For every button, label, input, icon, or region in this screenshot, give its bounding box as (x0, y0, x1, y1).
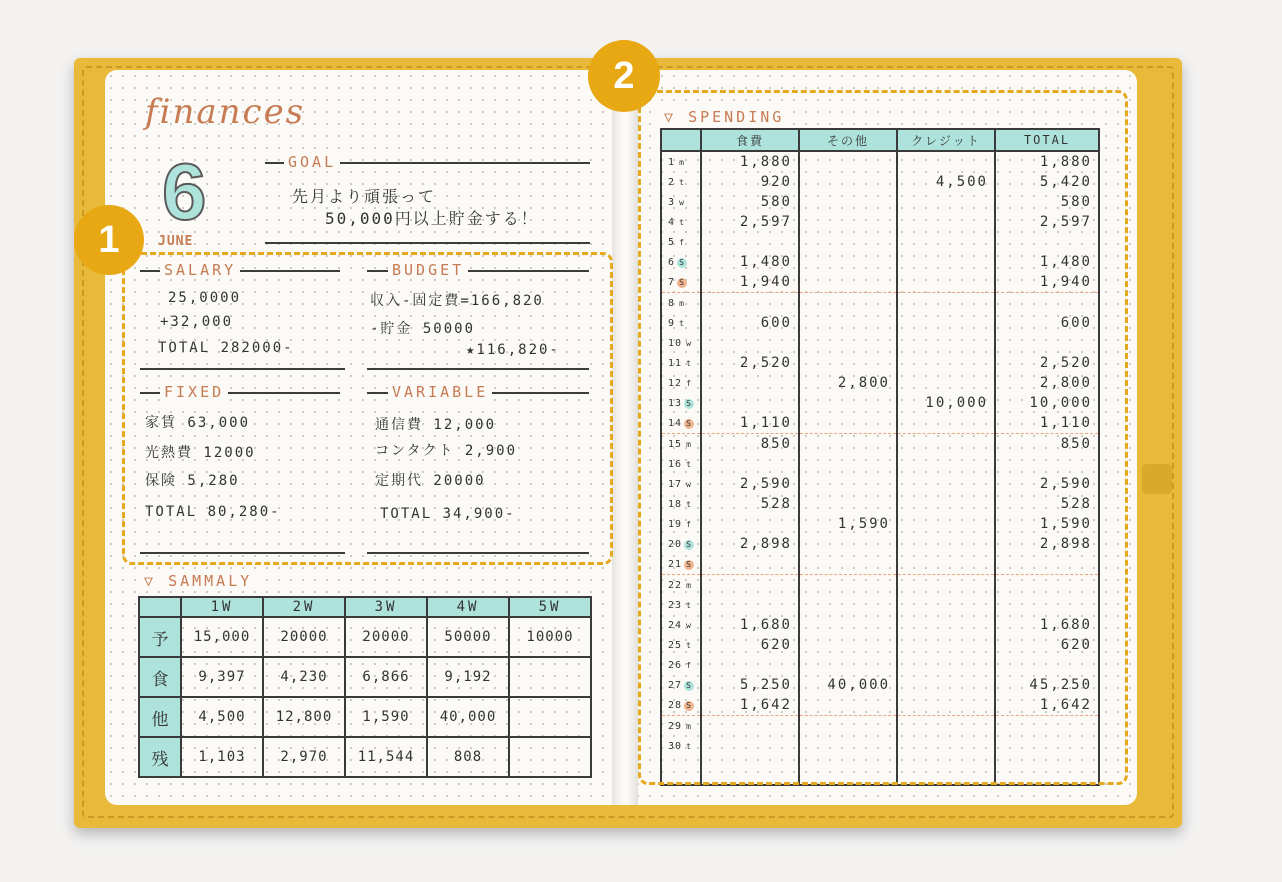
summary-cell: 1,590 (345, 697, 427, 737)
summary-row-label: 予 (139, 617, 181, 657)
day-number: 14 (668, 417, 683, 429)
budget-header: BUDGET (388, 261, 468, 279)
day-number: 18 (668, 498, 683, 510)
weekday-letter: m (679, 298, 685, 308)
spending-credit-cell: 4,500 (897, 172, 995, 192)
day-number: 28 (668, 699, 683, 711)
spending-total-cell: 1,642 (995, 695, 1099, 716)
weekday-letter: t (686, 358, 692, 368)
page-gutter (612, 70, 638, 805)
budget-line-2: -貯金 50000 (370, 321, 476, 337)
spending-col-other: その他 (799, 129, 897, 151)
summary-header-row (139, 597, 591, 617)
spending-food-cell: 2,590 (701, 474, 799, 494)
spending-food-cell: 1,880 (701, 151, 799, 172)
spending-header: ▽ SPENDING (660, 108, 788, 126)
day-number: 6 (668, 256, 676, 268)
day-number: 19 (668, 518, 683, 530)
summary-row-label: 食 (139, 657, 181, 697)
weekday-letter: S (677, 258, 687, 268)
summary-row (139, 697, 591, 737)
summary-table (138, 596, 592, 778)
spending-other-cell: 1,590 (799, 514, 897, 534)
weekday-letter: t (679, 217, 685, 227)
weekday-letter: t (686, 741, 692, 751)
summary-cell: 9,192 (427, 657, 509, 697)
day-number: 27 (668, 679, 683, 691)
summary-cell: 1,103 (181, 737, 263, 777)
spending-total-cell: 2,800 (995, 373, 1099, 393)
spending-total-cell: 528 (995, 494, 1099, 514)
summary-row-label: 他 (139, 697, 181, 737)
spending-food-cell: 1,642 (701, 695, 799, 716)
finances-title: finances (145, 92, 306, 132)
summary-row (139, 617, 591, 657)
fixed-line-3: 保険 5,280 (145, 473, 240, 489)
goal-line-1: 先月より頑張って (292, 187, 437, 206)
fixed-header: FIXED (160, 383, 228, 401)
summary-cell: 12,800 (263, 697, 345, 737)
spending-other-cell: 40,000 (799, 675, 897, 695)
summary-cell: 4,230 (263, 657, 345, 697)
variable-line-1: 通信費 12,000 (375, 417, 497, 433)
badge-2: 2 (588, 40, 660, 112)
weekday-letter: S (684, 419, 694, 429)
summary-row (139, 657, 591, 697)
summary-cell: 9,397 (181, 657, 263, 697)
spending-food-cell: 1,480 (701, 252, 799, 272)
spending-total-cell: 2,590 (995, 474, 1099, 494)
summary-row-label: 残 (139, 737, 181, 777)
spending-food-cell: 850 (701, 434, 799, 455)
spending-food-cell: 2,520 (701, 353, 799, 373)
day-number: 21 (668, 558, 683, 570)
spending-food-cell: 1,680 (701, 615, 799, 635)
fixed-total: TOTAL 80,280- (145, 504, 281, 520)
day-number: 30 (668, 740, 683, 752)
weekday-letter: f (686, 378, 692, 388)
day-number: 3 (668, 196, 676, 208)
spending-total-cell: 10,000 (995, 393, 1099, 413)
weekday-letter: f (686, 519, 692, 529)
weekday-letter: S (684, 560, 694, 570)
day-number: 29 (668, 720, 683, 732)
budget-result: ★116,820- (466, 342, 560, 358)
day-number: 7 (668, 276, 676, 288)
summary-cell: 40,000 (427, 697, 509, 737)
spending-food-cell: 600 (701, 313, 799, 333)
budget-line-1: 収入-固定費=166,820 (370, 293, 544, 309)
spending-total-cell: 580 (995, 192, 1099, 212)
summary-cell: 10000 (509, 617, 591, 657)
day-number: 4 (668, 216, 676, 228)
highlight-box-2 (638, 90, 1128, 785)
weekday-letter: w (686, 338, 692, 348)
weekday-letter: t (679, 318, 685, 328)
spending-total-cell: 620 (995, 635, 1099, 655)
summary-cell: 808 (427, 737, 509, 777)
spending-total-cell: 1,940 (995, 272, 1099, 293)
spending-total-cell: 45,250 (995, 675, 1099, 695)
day-number: 22 (668, 579, 683, 591)
weekday-letter: t (686, 600, 692, 610)
day-number: 9 (668, 317, 676, 329)
spending-food-cell: 620 (701, 635, 799, 655)
day-number: 24 (668, 619, 683, 631)
day-number: 2 (668, 176, 676, 188)
spending-other-cell: 2,800 (799, 373, 897, 393)
spending-food-cell: 528 (701, 494, 799, 514)
weekday-letter: m (686, 580, 692, 590)
weekday-letter: S (684, 399, 694, 409)
spending-col-credit: クレジット (897, 129, 995, 151)
day-number: 25 (668, 639, 683, 651)
spending-food-cell: 2,597 (701, 212, 799, 232)
summary-cell: 15,000 (181, 617, 263, 657)
spending-total-cell: 1,110 (995, 413, 1099, 434)
spending-food-cell: 1,110 (701, 413, 799, 434)
weekday-letter: t (679, 177, 685, 187)
spending-food-cell: 580 (701, 192, 799, 212)
day-number: 20 (668, 538, 683, 550)
spending-total-cell: 1,590 (995, 514, 1099, 534)
day-number: 12 (668, 377, 683, 389)
band-clasp (1142, 464, 1172, 494)
spending-food-cell: 920 (701, 172, 799, 192)
summary-cell (509, 737, 591, 777)
spending-food-cell: 1,940 (701, 272, 799, 293)
summary-cell (509, 697, 591, 737)
day-number: 5 (668, 236, 676, 248)
summary-col: 1W (181, 597, 263, 617)
weekday-letter: f (679, 237, 685, 247)
salary-line-2: +32,000 (160, 314, 234, 330)
spending-total-cell: 2,597 (995, 212, 1099, 232)
spending-total-cell: 600 (995, 313, 1099, 333)
goal-underline (265, 242, 590, 244)
day-number: 23 (668, 599, 683, 611)
spending-total-cell: 1,480 (995, 252, 1099, 272)
variable-header: VARIABLE (388, 383, 492, 401)
weekday-letter: t (686, 459, 692, 469)
fixed-line-2: 光熱費 12000 (145, 445, 256, 461)
variable-line-3: 定期代 20000 (375, 473, 486, 489)
weekday-letter: f (686, 660, 692, 670)
day-number: 15 (668, 438, 683, 450)
day-number: 13 (668, 397, 683, 409)
goal-line-2: 50,000円以上貯金する！ (325, 209, 539, 228)
weekday-letter: m (686, 439, 692, 449)
weekday-letter: t (686, 499, 692, 509)
weekday-letter: S (684, 701, 694, 711)
weekday-letter: S (684, 681, 694, 691)
spending-col-food: 食費 (701, 129, 799, 151)
variable-total: TOTAL 34,900- (380, 506, 516, 522)
month-name: JUNE (158, 234, 194, 249)
spending-col-total: TOTAL (995, 129, 1099, 151)
spending-credit-cell: 10,000 (897, 393, 995, 413)
summary-cell: 50000 (427, 617, 509, 657)
spending-total-cell: 2,898 (995, 534, 1099, 554)
weekday-letter: S (677, 278, 687, 288)
day-number: 16 (668, 458, 683, 470)
goal-header: GOAL (284, 153, 340, 171)
weekday-letter: S (684, 540, 694, 550)
day-number: 10 (668, 337, 683, 349)
fixed-line-1: 家賃 63,000 (145, 415, 251, 431)
weekday-letter: m (686, 721, 692, 731)
summary-cell: 6,866 (345, 657, 427, 697)
summary-cell: 11,544 (345, 737, 427, 777)
day-number: 1 (668, 156, 676, 168)
weekday-letter: m (679, 157, 685, 167)
day-number: 8 (668, 297, 676, 309)
weekday-letter: w (686, 479, 692, 489)
summary-col: 4W (427, 597, 509, 617)
summary-cell (509, 657, 591, 697)
summary-cell: 20000 (345, 617, 427, 657)
salary-line-1: 25,0000 (168, 290, 242, 306)
highlight-box-1 (122, 252, 613, 565)
summary-cell: 20000 (263, 617, 345, 657)
summary-col: 3W (345, 597, 427, 617)
day-number: 17 (668, 478, 683, 490)
day-number: 26 (668, 659, 683, 671)
spending-total-cell: 1,880 (995, 151, 1099, 172)
summary-cell: 2,970 (263, 737, 345, 777)
salary-header: SALARY (160, 261, 240, 279)
summary-cell: 4,500 (181, 697, 263, 737)
summary-col: 5W (509, 597, 591, 617)
badge-1: 1 (74, 205, 144, 275)
weekday-letter: t (686, 640, 692, 650)
day-number: 11 (668, 357, 683, 369)
spending-total-cell: 5,420 (995, 172, 1099, 192)
spending-food-cell: 2,898 (701, 534, 799, 554)
spending-total-cell: 1,680 (995, 615, 1099, 635)
summary-header: ▽ SAMMALY (140, 572, 256, 590)
month-number: 6 (162, 147, 207, 236)
weekday-letter: w (679, 197, 685, 207)
salary-total: TOTAL 282000- (158, 340, 294, 356)
spending-food-cell: 5,250 (701, 675, 799, 695)
summary-corner (139, 597, 181, 617)
summary-col: 2W (263, 597, 345, 617)
variable-line-2: コンタクト 2,900 (375, 443, 518, 459)
weekday-letter: w (686, 620, 692, 630)
spending-total-cell: 850 (995, 434, 1099, 455)
summary-row (139, 737, 591, 777)
spending-total-cell: 2,520 (995, 353, 1099, 373)
